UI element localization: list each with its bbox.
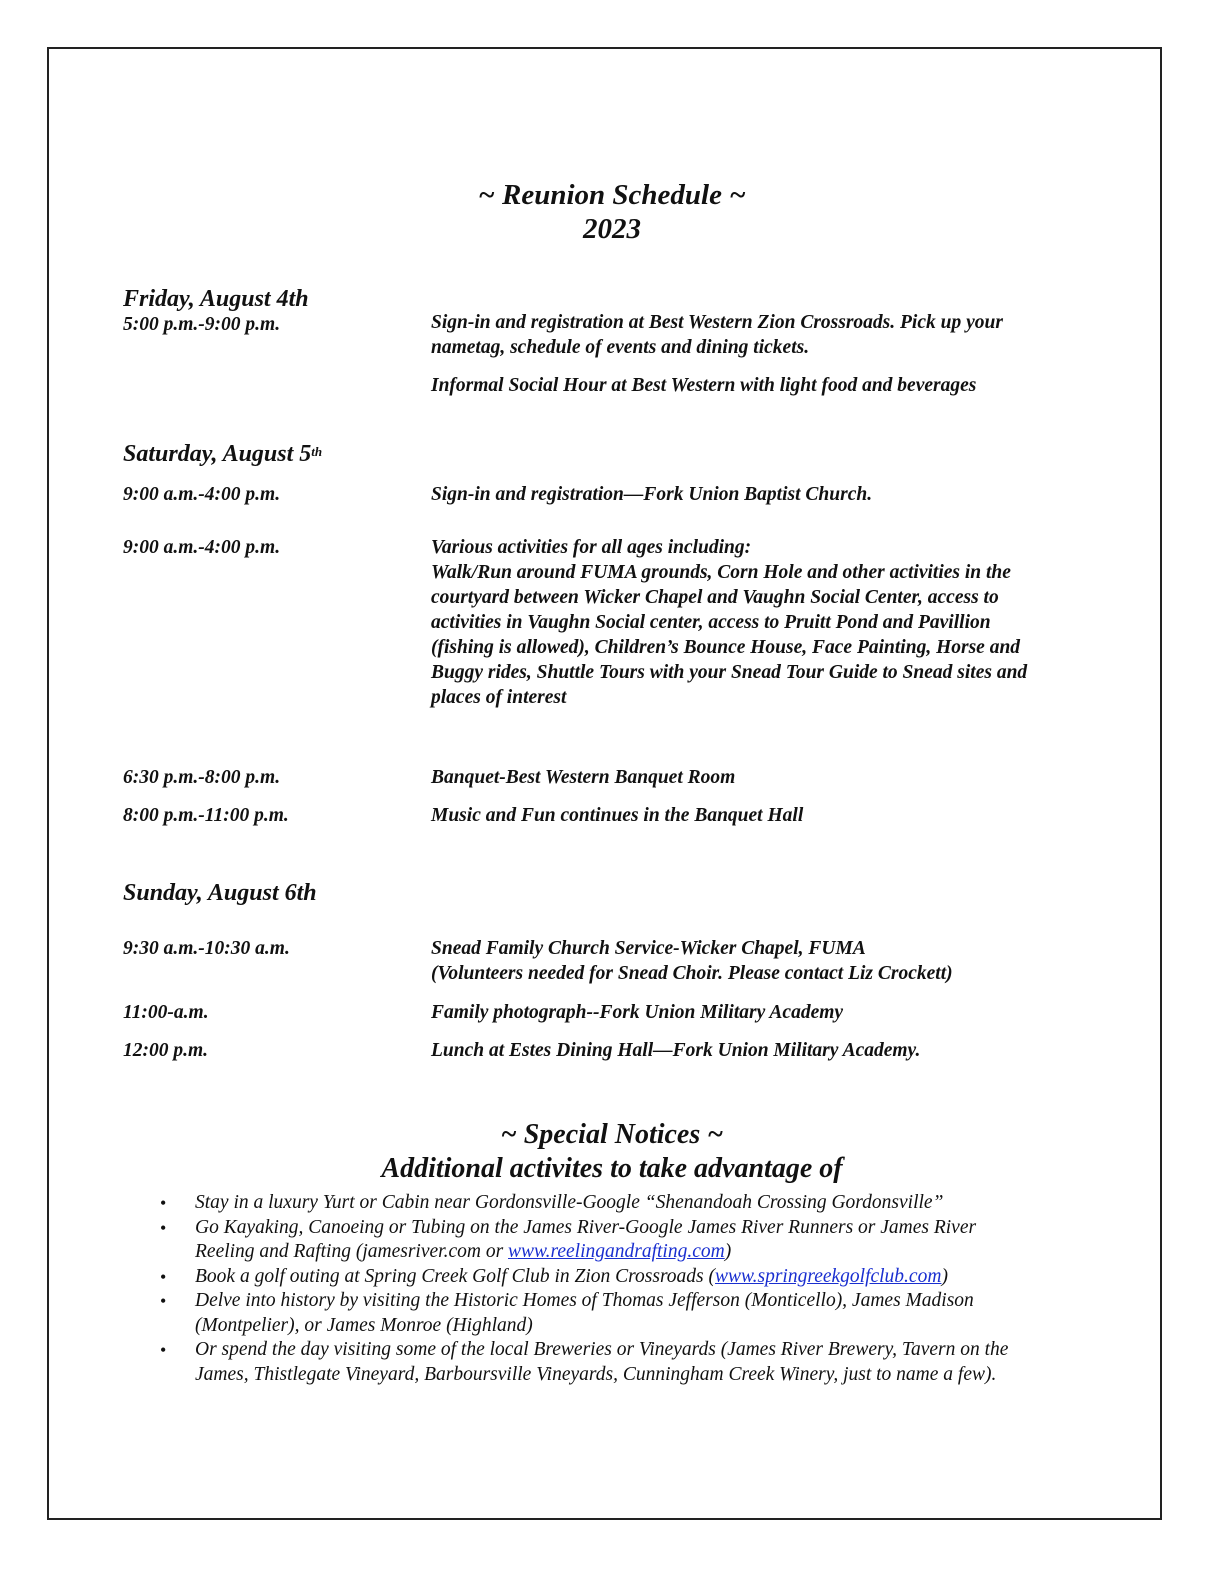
- bullet-icon: •: [160, 1217, 167, 1238]
- notices-subtitle: Additional activites to take advantage of: [381, 1153, 843, 1184]
- bullet-icon: •: [160, 1266, 167, 1287]
- notice-item: [160, 1191, 1120, 1216]
- notice-item-1-text: Stay in a luxury Yurt or Cabin near Gordonsville-Google “Shenandoah Crossing Gordonsville”: [195, 1192, 944, 1213]
- sunday-desc-3-text: Lunch at Estes Dining Hall—Fork Union Military Academy.: [431, 1040, 921, 1061]
- saturday-time-2: 9:00 a.m.-4:00 p.m.: [123, 537, 281, 558]
- sunday-desc-1-line-2: (Volunteers needed for Snead Choir. Please contact Liz Crockett): [431, 963, 953, 984]
- saturday-time-4: 8:00 p.m.-11:00 p.m.: [123, 805, 289, 826]
- sunday-heading: Sunday, August 6th: [123, 880, 317, 906]
- notice-item: [160, 1338, 1120, 1387]
- sunday-time-2: 11:00-a.m.: [123, 1002, 209, 1023]
- saturday-heading-suffix: th: [311, 444, 323, 459]
- friday-time-1: 5:00 p.m.-9:00 p.m.: [123, 314, 281, 335]
- friday-desc-1: [431, 310, 1121, 360]
- saturday-time-3: 6:30 p.m.-8:00 p.m.: [123, 767, 281, 788]
- reelingandrafting-link[interactable]: www.reelingandrafting.com: [508, 1241, 725, 1262]
- saturday-desc-1: [431, 482, 1121, 507]
- notice-item-4-line-1: Delve into history by visiting the Historic Homes of Thomas Jefferson (Monticello), James Madison: [195, 1290, 974, 1311]
- friday-desc-1-line-2: nametag, schedule of events and dining tickets.: [431, 337, 810, 358]
- saturday-desc-2: [431, 535, 1121, 710]
- springreekgolfclub-link[interactable]: www.springreekgolfclub.com: [715, 1265, 942, 1287]
- saturday-desc-2-line: Various activities for all ages including:: [431, 537, 752, 558]
- saturday-desc-2-line: (fishing is allowed), Children’s Bounce House, Face Painting, Horse and: [431, 637, 1021, 658]
- sunday-desc-1: [431, 936, 1121, 986]
- bullet-icon: •: [160, 1340, 167, 1360]
- notice-item-3-text-pre: Book a golf outing at Spring Creek Golf Club in Zion Crossroads (: [195, 1265, 716, 1287]
- saturday-heading: [123, 440, 322, 468]
- saturday-desc-2-line: courtyard between Wicker Chapel and Vaughn Social Center, access to: [431, 587, 999, 608]
- sunday-desc-2-text: Family photograph--Fork Union Military Academy: [431, 1002, 844, 1023]
- friday-desc-2: [431, 373, 1121, 398]
- saturday-time-1: 9:00 a.m.-4:00 p.m.: [123, 484, 281, 505]
- notice-item-3-text: [195, 1265, 1120, 1290]
- saturday-desc-2-line: Walk/Run around FUMA grounds, Corn Hole and other activities in the: [431, 562, 1011, 583]
- notices-title: ~ Special Notices ~: [500, 1119, 724, 1150]
- friday-heading: Friday, August 4th: [123, 286, 309, 312]
- notice-item-2-line-2: [195, 1240, 1120, 1265]
- notice-item: [160, 1265, 1120, 1290]
- saturday-heading-text: Saturday, August 5: [123, 441, 312, 467]
- notice-item-5-line-2: James, Thistlegate Vineyard, Barboursville Vineyards, Cunningham Creek Winery, just to name a few).: [195, 1363, 997, 1385]
- notice-item-2-text-pre: Reeling and Rafting (jamesriver.com or: [195, 1241, 509, 1262]
- notice-item-3-text-post: ): [941, 1265, 948, 1287]
- saturday-desc-3: [431, 765, 1121, 790]
- saturday-desc-2-line: places of interest: [431, 687, 567, 708]
- schedule-year: 2023: [583, 213, 641, 245]
- friday-desc-2-text: Informal Social Hour at Best Western with light food and beverages: [431, 375, 977, 396]
- sunday-time-1: 9:30 a.m.-10:30 a.m.: [123, 938, 290, 959]
- bullet-icon: •: [160, 1193, 167, 1213]
- saturday-desc-4-text: Music and Fun continues in the Banquet Hall: [431, 805, 804, 826]
- saturday-desc-3-text: Banquet-Best Western Banquet Room: [431, 767, 736, 788]
- notice-item: [160, 1216, 1120, 1265]
- notice-item-5-line-1: Or spend the day visiting some of the local Breweries or Vineyards (James River Brewery, Tavern on the: [195, 1339, 1009, 1360]
- notices-list: [160, 1191, 1120, 1387]
- saturday-desc-2-line: activities in Vaughn Social center, access to Pruitt Pond and Pavillion: [431, 612, 991, 633]
- notice-item-2-text-post: ): [724, 1241, 732, 1262]
- notice-item: [160, 1289, 1120, 1338]
- sunday-desc-1-line-1: Snead Family Church Service-Wicker Chapel, FUMA: [431, 938, 866, 959]
- notice-item-2-line-1: Go Kayaking, Canoeing or Tubing on the James River-Google James River Runners or James River: [195, 1216, 977, 1238]
- sunday-desc-2: [431, 1000, 1121, 1025]
- saturday-desc-2-line: Buggy rides, Shuttle Tours with your Snead Tour Guide to Snead sites and: [431, 662, 1028, 683]
- notice-item-4-line-2: (Montpelier), or James Monroe (Highland): [195, 1314, 533, 1336]
- schedule-title: ~ Reunion Schedule ~: [478, 179, 746, 211]
- saturday-desc-4: [431, 803, 1121, 828]
- bullet-icon: •: [160, 1291, 167, 1311]
- sunday-time-3: 12:00 p.m.: [123, 1040, 209, 1061]
- saturday-desc-1-text: Sign-in and registration—Fork Union Baptist Church.: [431, 484, 873, 505]
- friday-desc-1-line-1: Sign-in and registration at Best Western Zion Crossroads. Pick up your: [431, 312, 1003, 333]
- sunday-desc-3: [431, 1038, 1121, 1063]
